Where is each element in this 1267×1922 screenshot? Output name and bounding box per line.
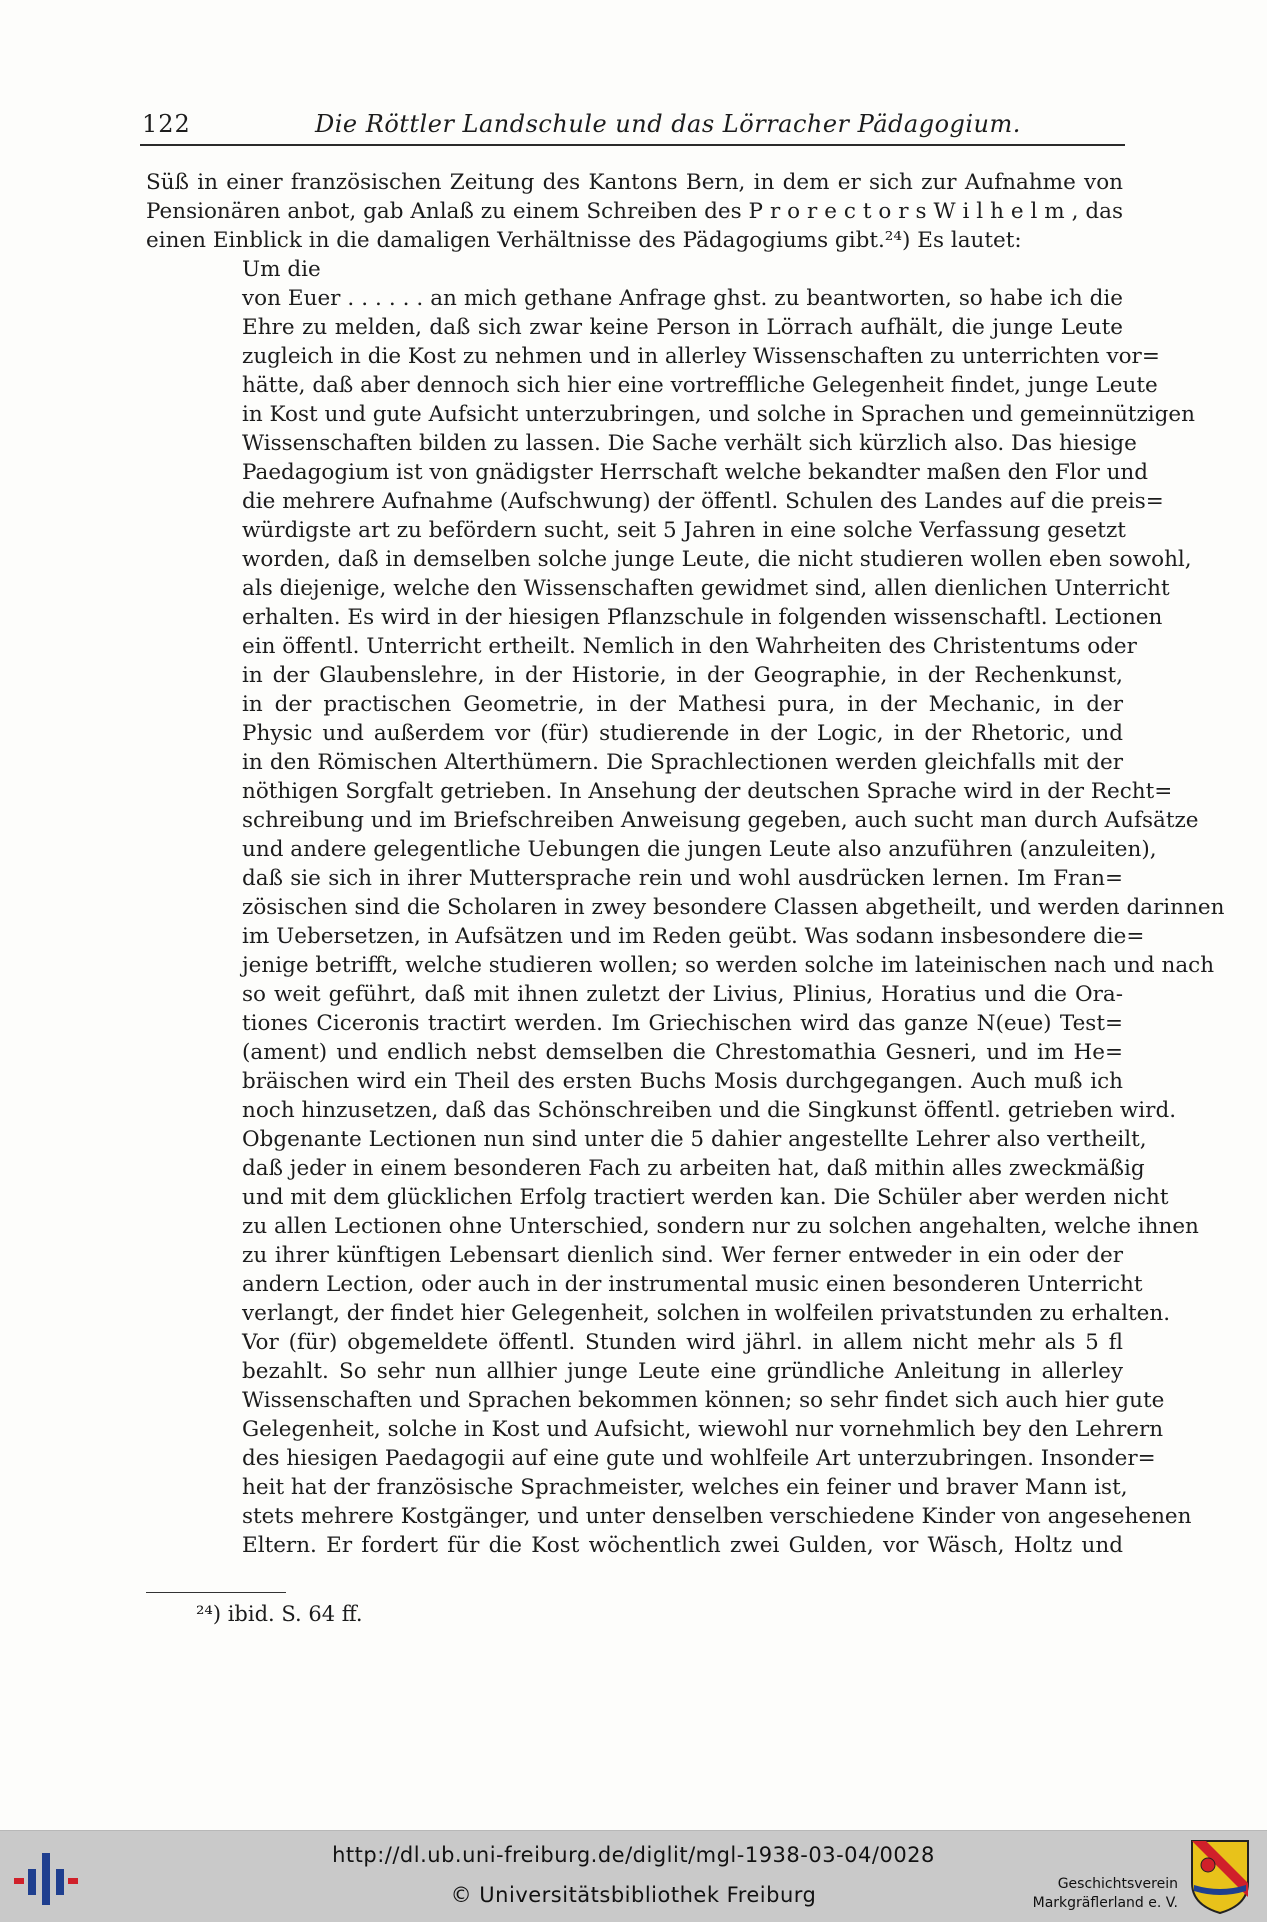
body-text <box>146 168 1225 1560</box>
letter-line: heit hat der französische Sprachmeister, welches ein feiner und braver Mann ist, <box>242 1475 1128 1500</box>
letter-line: zu allen Lectionen ohne Unterschied, sondern nur zu solchen angehalten, welche ihnen <box>242 1214 1199 1239</box>
letter-line: Physic und außerdem vor (für) studierende in der Logic, in der Rhetoric, und <box>242 721 1123 746</box>
letter-line: Paedagogium ist von gnädigster Herrschaft welche bekandter maßen den Flor und <box>242 460 1149 485</box>
society-line-1: Geschichtsverein <box>1057 1876 1178 1892</box>
letter-line: würdigste art zu befördern sucht, seit 5 Jahren in eine solche Verfassung gesetzt <box>242 518 1126 543</box>
letter-line: tiones Ciceronis tractirt werden. Im Griechischen wird das ganze N(eue) Test= <box>242 1011 1123 1036</box>
letter-line: in den Römischen Alterthümern. Die Sprachlectionen werden gleichfalls mit der <box>242 750 1123 775</box>
letter-line: verlangt, der findet hier Gelegenheit, solchen in wolfeilen privatstunden zu erhalten. <box>242 1301 1171 1326</box>
intro-line: Süß in einer französischen Zeitung des Kantons Bern, in dem er sich zur Aufnahme von <box>146 170 1123 195</box>
letter-line: (ament) und endlich nebst demselben die Chrestomathia Gesneri, und im He= <box>242 1040 1123 1065</box>
page-number: 122 <box>142 110 191 138</box>
letter-line: noch hinzusetzen, daß das Schönschreiben und die Singkunst öffentl. getrieben wird. <box>242 1098 1177 1123</box>
letter-line: in der Glaubenslehre, in der Historie, in der Geographie, in der Rechenkunst, <box>242 663 1123 688</box>
footer-bar <box>0 1830 1267 1922</box>
intro-line: Um die <box>242 257 321 282</box>
footer-url[interactable]: http://dl.ub.uni-freiburg.de/diglit/mgl-1938-03-04/0028 <box>332 1843 935 1867</box>
footnote-divider <box>146 1592 286 1593</box>
letter-line: Wissenschaften bilden zu lassen. Die Sache verhält sich kürzlich also. Das hiesige <box>242 431 1137 456</box>
letter-line: bezahlt. So sehr nun allhier junge Leute eine gründliche Anleitung in allerley <box>242 1359 1123 1384</box>
letter-line: bräischen wird ein Theil des ersten Buchs Mosis durchgegangen. Auch muß ich <box>242 1069 1123 1094</box>
page-header <box>140 108 1125 146</box>
letter-line: zugleich in die Kost zu nehmen und in allerley Wissenschaften zu unterrichten vor= <box>242 344 1160 369</box>
letter-line: erhalten. Es wird in der hiesigen Pflanzschule in folgenden wissenschaftl. Lectionen <box>242 605 1163 630</box>
footer-copyright: © Universitätsbibliothek Freiburg <box>450 1883 817 1907</box>
coat-of-arms-icon <box>1190 1839 1250 1915</box>
letter-line: ein öffentl. Unterricht ertheilt. Nemlich in den Wahrheiten des Christentums oder <box>242 634 1137 659</box>
letter-line: in der practischen Geometrie, in der Mathesi pura, in der Mechanic, in der <box>242 692 1123 717</box>
letter-line: schreibung und im Briefschreiben Anweisung gegeben, auch sucht man durch Aufsätze <box>242 808 1199 833</box>
letter-line: die mehrere Aufnahme (Aufschwung) der öffentl. Schulen des Landes auf die preis= <box>242 489 1164 514</box>
letter-line: daß sie sich in ihrer Muttersprache rein und wohl ausdrücken lernen. Im Fran= <box>242 866 1123 891</box>
letter-line: und andere gelegentliche Uebungen die jungen Leute also anzuführen (anzuleiten), <box>242 837 1157 862</box>
letter-line: Ehre zu melden, daß sich zwar keine Person in Lörrach aufhält, die junge Leute <box>242 315 1123 340</box>
letter-line: von Euer . . . . . . an mich gethane Anfrage ghst. zu beantworten, so habe ich die <box>242 286 1123 311</box>
letter-line: Wissenschaften und Sprachen bekommen können; so sehr findet sich auch hier gute <box>242 1388 1165 1413</box>
letter-line: zösischen sind die Scholaren in zwey besondere Classen abgetheilt, und werden darinnen <box>242 895 1225 920</box>
footnote: ²⁴) ibid. S. 64 ff. <box>196 1602 363 1626</box>
letter-line: Vor (für) obgemeldete öffentl. Stunden wird jährl. in allem nicht mehr als 5 fl <box>242 1330 1123 1355</box>
letter-line: worden, daß in demselben solche junge Leute, die nicht studieren wollen eben sowohl, <box>242 547 1192 572</box>
letter-line: Gelegenheit, solche in Kost und Aufsicht, wiewohl nur vornehmlich bey den Lehrern <box>242 1417 1164 1442</box>
running-title: Die Röttler Landschule und das Lörracher Pädagogium. <box>315 110 1021 138</box>
letter-line: als diejenige, welche den Wissenschaften gewidmet sind, allen dienlichen Unterricht <box>242 576 1170 601</box>
letter-line: andern Lection, oder auch in der instrumental music einen besonderen Unterricht <box>242 1272 1143 1297</box>
letter-line: hätte, daß aber dennoch sich hier eine vortreffliche Gelegenheit findet, junge Leute <box>242 373 1158 398</box>
letter-line: und mit dem glücklichen Erfolg tractiert werden kan. Die Schüler aber werden nicht <box>242 1185 1169 1210</box>
letter-line: nöthigen Sorgfalt getrieben. In Ansehung der deutschen Sprache wird in der Recht= <box>242 779 1173 804</box>
intro-line: Pensionären anbot, gab Anlaß zu einem Schreiben des P r o r e c t o r s W i l h e l m , das <box>146 199 1123 224</box>
letter-line: in Kost und gute Aufsicht unterzubringen, und solche in Sprachen und gemeinnützigen <box>242 402 1195 427</box>
letter-line: im Uebersetzen, in Aufsätzen und im Reden geübt. Was sodann insbesondere die= <box>242 924 1145 949</box>
society-line-2: Markgräflerland e. V. <box>1032 1895 1178 1911</box>
letter-line: des hiesigen Paedagogii auf eine gute und wohlfeile Art unterzubringen. Insonder= <box>242 1446 1156 1471</box>
letter-line: zu ihrer künftigen Lebensart dienlich sind. Wer ferner entweder in ein oder der <box>242 1243 1123 1268</box>
letter-line: so weit geführt, daß mit ihnen zuletzt der Livius, Plinius, Horatius und die Ora- <box>242 982 1123 1007</box>
letter-line: Obgenante Lectionen nun sind unter die 5 dahier angestellte Lehrer also vertheilt, <box>242 1127 1147 1152</box>
letter-line: stets mehrere Kostgänger, und unter denselben verschiedene Kinder von angesehenen <box>242 1504 1192 1529</box>
letter-line: Eltern. Er fordert für die Kost wöchentlich zwei Gulden, vor Wäsch, Holtz und <box>242 1533 1123 1558</box>
letter-line: daß jeder in einem besonderen Fach zu arbeiten hat, daß mithin alles zweckmäßig <box>242 1156 1145 1181</box>
society-name <box>1018 1875 1178 1913</box>
letter-line: jenige betrifft, welche studieren wollen; so werden solche im lateinischen nach und nach <box>242 953 1215 978</box>
intro-line: einen Einblick in die damaligen Verhältnisse des Pädagogiums gibt.²⁴) Es lautet: <box>146 228 1022 253</box>
